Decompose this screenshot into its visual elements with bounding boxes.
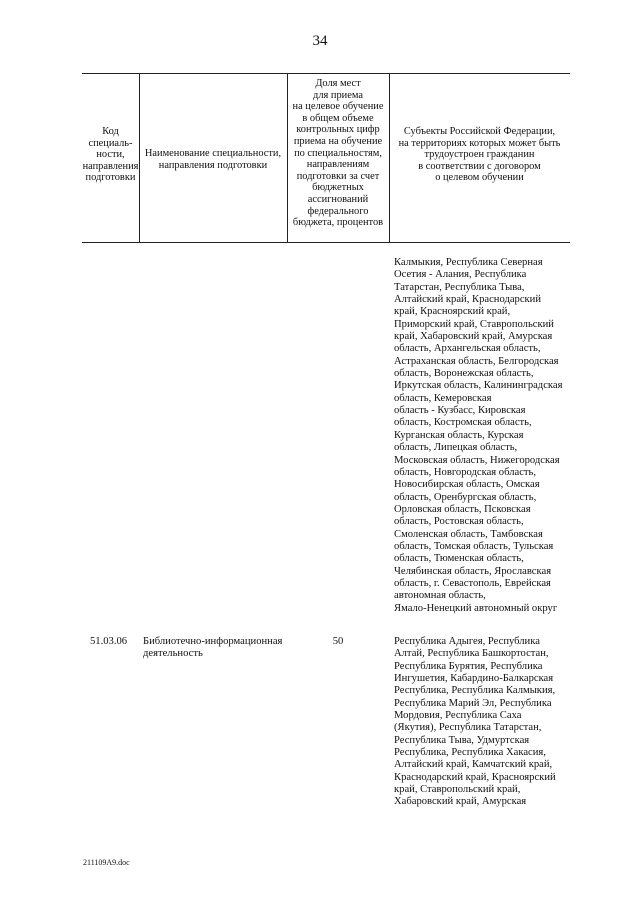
text-line: подготовки за счет [296,170,380,182]
text-line: Республика Бурятия, Республика [394,660,543,672]
text-line: Осетия - Алания, Республика [394,269,527,281]
text-line: Татарстан, Республика Тыва, [394,281,525,293]
row-regions [394,636,556,809]
text-line: Алтай, Республика Башкортостан, [394,648,549,660]
text-line: ассигнований [307,193,369,205]
footer-filename: 211109A9.doc [83,858,130,867]
text-line: направлениям [306,159,370,171]
text-line: Смоленская область, Тамбовская [394,528,543,540]
text-line: край, Красноярский край, [394,306,511,318]
text-line: область, Ростовская область, [394,516,524,528]
text-line: автономная область, [394,590,486,602]
text-line: Ингушетия, Кабардино-Балкарская [394,673,554,685]
text-line: Код [102,126,119,137]
text-line: Курганская область, Курская [394,429,524,441]
header-share [287,78,389,229]
text-line: Республика Адыгея, Республика [394,636,540,647]
text-line: край, Ставропольский край, [394,784,521,796]
text-line: специаль- [88,137,133,149]
text-line: область, Тюменская область, [394,553,524,565]
text-line: направления подготовки [158,159,268,171]
text-line: бюджетных [312,182,364,194]
text-line: область - Кузбасс, Кировская [394,405,526,417]
text-line: Наименование специальности, [144,148,282,159]
header-code [82,126,139,184]
header-regions [389,126,570,184]
text-line: Челябинская область, Ярославская [394,565,552,577]
text-line: бюджета, процентов [292,217,384,229]
text-line: Алтайский край, Краснодарский [394,294,542,306]
text-line: Мордовия, Республика Саха [394,710,522,722]
text-line: Республика Марий Эл, Республика [394,697,552,709]
text-line: область, Архангельская область, [394,343,541,355]
text-line: Доля мест [315,78,361,89]
text-line: область, Костромская область, [394,417,532,429]
text-line: Хабаровский край, Амурская [394,796,527,808]
text-line: область, Новгородская область, [394,466,537,478]
text-line: Республика Тыва, Удмуртская [394,734,530,746]
row-code: 51.03.06 [90,636,128,647]
text-line: Новосибирская область, Омская [394,479,540,491]
text-line: область, г. Севастополь, Еврейская [394,577,551,589]
text-line: Орловская область, Псковская [394,503,531,515]
table-header-bottom-rule [82,242,570,243]
header-name [139,148,287,171]
text-line: на территориях которых может быть [398,137,561,149]
text-line: край, Хабаровский край, Амурская [394,331,553,343]
text-line: Субъекты Российской Федерации, [403,126,556,137]
text-line: область, Липецкая область, [394,442,518,454]
text-line: по специальностям, [294,147,382,159]
text-line: Калмыкия, Республика Северная [394,257,543,268]
continued-regions-text [394,257,562,615]
text-line: Краснодарский край, Красноярский [394,771,556,783]
text-line: контрольных цифр [296,124,380,136]
text-line: в общем объеме [302,112,374,124]
text-line: для приема [313,89,363,101]
text-line: деятельность [143,648,203,660]
text-line: Республика, Республика Калмыкия, [394,685,556,697]
text-line: Иркутская область, Калининградская [394,380,563,392]
text-line: область, Томская область, Тульская [394,540,554,552]
text-line: трудоустроен гражданин [424,149,535,161]
table-top-rule [82,73,570,74]
text-line: Ямало-Ненецкий автономный округ [394,602,558,614]
text-line: Алтайский край, Камчатский край, [394,759,553,771]
text-line: Республика, Республика Хакасия, [394,747,546,759]
text-line: (Якутия), Республика Татарстан, [394,722,542,734]
text-line: область, Кемеровская [394,392,492,404]
text-line: о целевом обучении [435,172,524,184]
text-line: подготовки [85,172,136,184]
page-number: 34 [312,33,328,49]
text-line: Астраханская область, Белгородская [394,355,559,367]
row-share: 50 [332,636,344,647]
text-line: направления [82,160,139,172]
row-name [143,636,282,661]
text-line: в соответствии с договором [418,160,541,172]
text-line: на целевое обучение [292,101,384,113]
text-line: Приморский край, Ставропольский [394,318,554,330]
text-line: Библиотечно-информационная [143,636,283,647]
text-line: Московская область, Нижегородская [394,454,560,466]
text-line: федерального [307,205,369,217]
text-line: область, Оренбургская область, [394,491,537,503]
text-line: ности, [96,149,125,161]
text-line: область, Воронежская область, [394,368,534,380]
text-line: приема на обучение [293,135,383,147]
